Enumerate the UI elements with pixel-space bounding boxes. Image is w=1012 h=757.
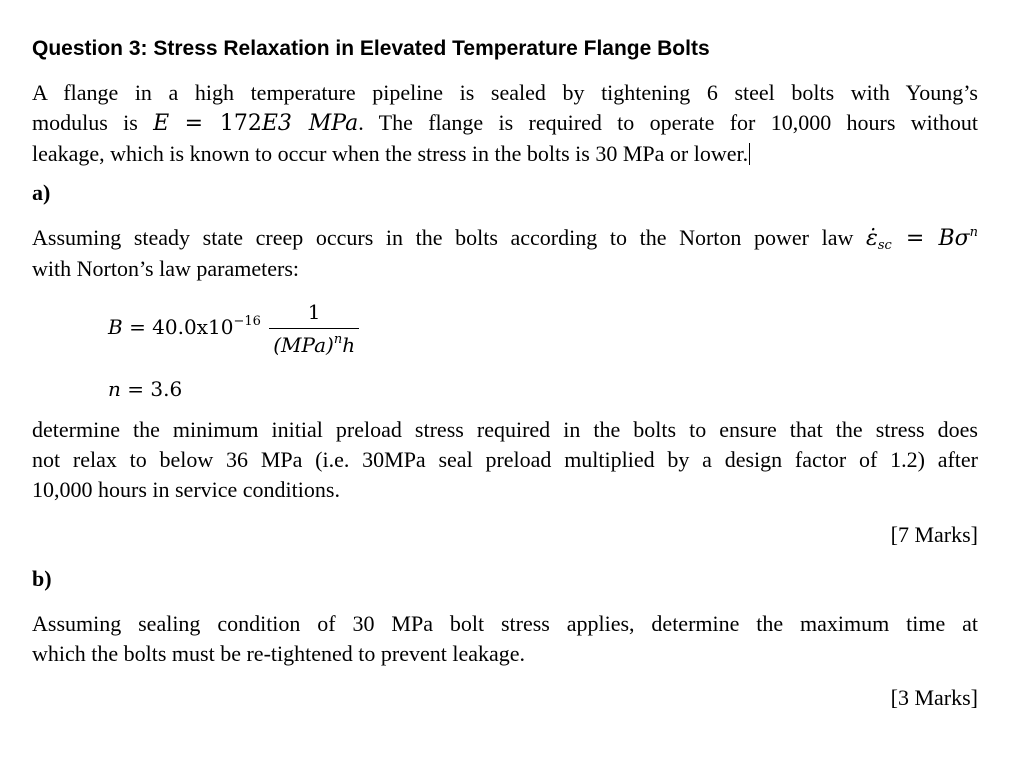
intro-paragraph: [32, 78, 978, 169]
youngs-modulus-equals: = 172: [184, 111, 262, 136]
n-value: = 3.6: [127, 377, 183, 401]
part-a-line-2: with Norton’s law parameters:: [32, 256, 299, 281]
b-value: = 40.0x10: [129, 315, 234, 339]
strain-rate-subscript: sc: [877, 238, 892, 253]
intro-line-2: [32, 108, 978, 139]
youngs-modulus-symbol: E: [153, 111, 170, 136]
question-title: Question 3: Stress Relaxation in Elevated Temperature Flange Bolts: [32, 37, 710, 60]
part-a-task-line-2: not relax to below 36 MPa (i.e. 30MPa seal preload multiplied by a design factor of 1.2) after: [32, 447, 978, 472]
b-value-exponent: −16: [233, 314, 261, 329]
b-parameter-equation: [108, 300, 359, 357]
part-b-text: [32, 609, 978, 669]
part-b-line-1: Assuming sealing condition of 30 MPa bolt stress applies, determine the maximum time at: [32, 611, 978, 636]
part-a-label: a): [32, 180, 51, 205]
part-a-task-line-1: determine the minimum initial preload stress required in the bolts to ensure that the stress does: [32, 417, 978, 442]
part-a-intro: [32, 223, 978, 284]
strain-rate-symbol: ε̇: [866, 226, 878, 251]
part-a-task: [32, 415, 978, 505]
intro-line-3: [32, 139, 978, 169]
part-a-line-1: [32, 223, 978, 254]
b-fraction-den-exponent: n: [333, 332, 343, 347]
part-b-marks: [3 Marks]: [890, 685, 978, 710]
part-a-marks: [7 Marks]: [890, 522, 978, 547]
youngs-modulus-value: E3 MPa: [261, 111, 359, 136]
part-b-label: b): [32, 566, 52, 591]
b-fraction-den-base: (MPa): [273, 333, 334, 357]
norton-rhs: = Bσ: [905, 226, 970, 251]
intro-line-2-suffix: . The flange is required to operate for 10,000 hours without: [358, 110, 979, 135]
part-a-task-line-3: 10,000 hours in service conditions.: [32, 477, 340, 502]
intro-line-1: A flange in a high temperature pipeline is sealed by tightening 6 steel bolts with Young’s: [32, 80, 978, 105]
b-units-fraction: [269, 300, 359, 357]
n-parameter-equation: [108, 377, 182, 401]
intro-line-2-prefix: modulus is: [32, 110, 138, 135]
norton-exponent: n: [969, 225, 979, 240]
b-symbol: B: [108, 315, 123, 339]
b-fraction-numerator: 1: [269, 300, 359, 329]
n-symbol: n: [108, 377, 121, 401]
b-fraction-denominator: [269, 329, 359, 357]
part-b-line-2: which the bolts must be re-tightened to prevent leakage.: [32, 641, 526, 666]
part-a-line-1-text: Assuming steady state creep occurs in the bolts according to the Norton power law: [32, 225, 854, 250]
text-cursor: [749, 143, 750, 165]
norton-law-equation: [866, 226, 978, 251]
intro-line-3-text: leakage, which is known to occur when the stress in the bolts is 30 MPa or lower.: [32, 141, 749, 166]
b-fraction-den-hours: h: [342, 333, 356, 357]
